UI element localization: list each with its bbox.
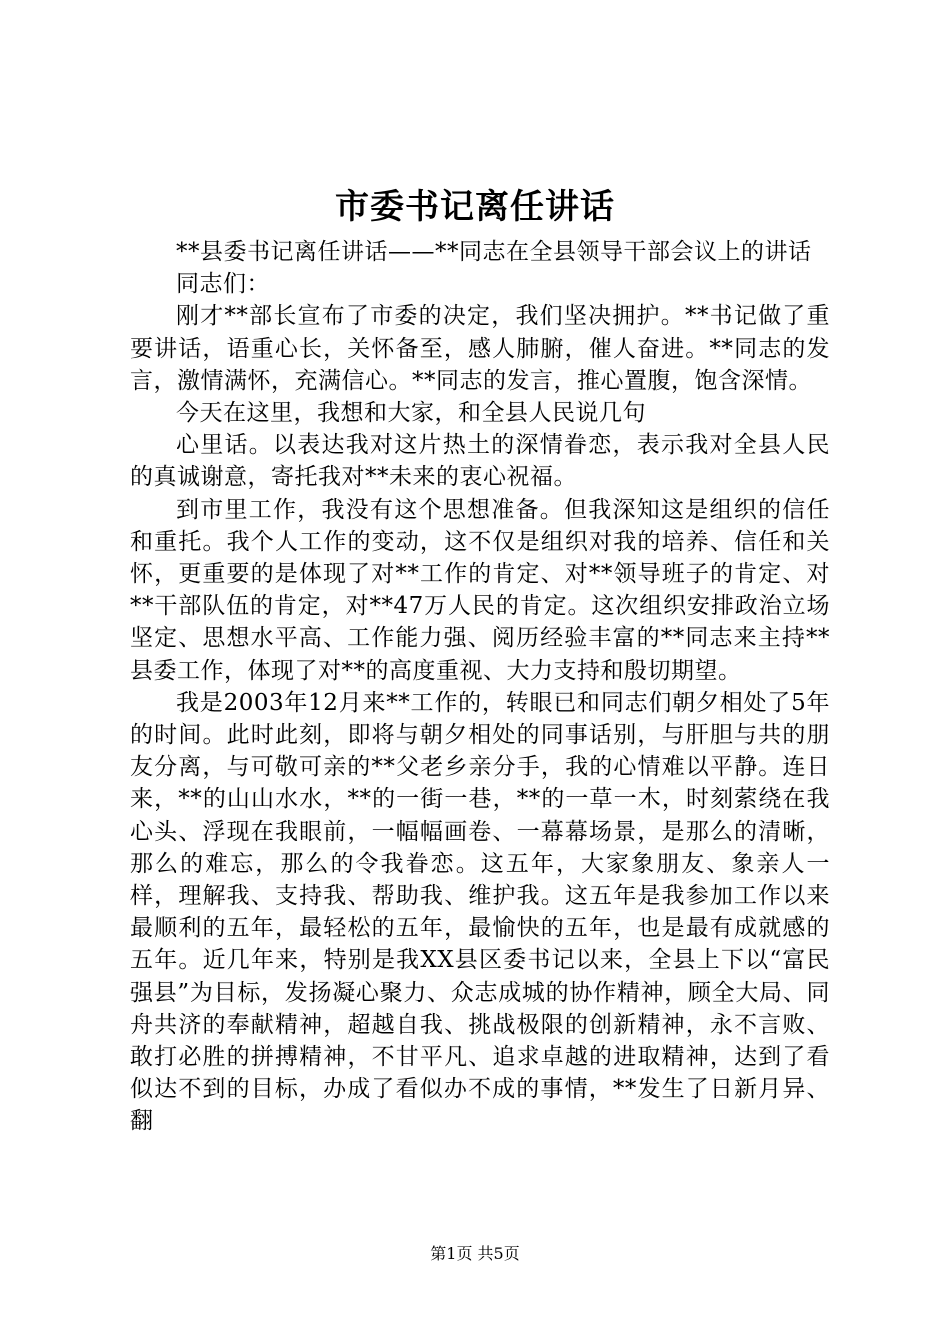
- document-body: [130, 236, 830, 1138]
- page-footer: 第1页 共5页: [430, 1244, 520, 1263]
- paragraph-2: 今天在这里，我想和大家，和全县人民说几句: [176, 400, 646, 427]
- paragraph-subtitle: **县委书记离任讲话——**同志在全县领导干部会议上的讲话: [176, 239, 812, 265]
- paragraph-1: 刚才**部长宣布了市委的决定，我们坚决拥护。**书记做了重要讲话，语重心长，关怀备至，感人肺腑，催人奋进。**同志的发言，激情满怀，充满信心。**同志的发言，推心置腹，饱含深情。: [130, 303, 830, 394]
- document-title: 市委书记离任讲话: [335, 187, 615, 227]
- paragraph-salutation: 同志们：: [176, 271, 270, 298]
- paragraph-4: 到市里工作，我没有这个思想准备。但我深知这是组织的信任和重托。我个人工作的变动，这不仅是组织对我的培养、信任和关怀，更重要的是体现了对**工作的肯定、对**领导班子的肯定、对**干部队伍的肯定，对**47万人民的肯定。这次组织安排政治立场坚定、思想水平高、工作能力强、阅历经验丰富的**同志来主持**县委工作，体现了对**的高度重视、大力支持和殷切期望。: [130, 496, 830, 684]
- paragraph-5: 我是2003年12月来**工作的，转眼已和同志们朝夕相处了5年的时间。此时此刻，即将与朝夕相处的同事话别，与肝胆与共的朋友分离，与可敬可亲的**父老乡亲分手，我的心情难以平静。连日来，**的山山水水，**的一街一巷，**的一草一木，时刻萦绕在我心头、浮现在我眼前，一幅幅画卷、一幕幕场景，是那么的清晰，那么的难忘，那么的令我眷恋。这五年，大家象朋友、象亲人一样，理解我、支持我、帮助我、维护我。这五年是我参加工作以来最顺利的五年，最轻松的五年，最愉快的五年，也是最有成就感的五年。近几年来，特别是我XX县区委书记以来，全县上下以“富民强县”为目标，发扬凝心聚力、众志成城的协作精神，顾全大局、同舟共济的奉献精神，超越自我、挑战极限的创新精神，永不言败、敢打必胜的拼搏精神，不甘平凡、追求卓越的进取精神，达到了看似达不到的目标，办成了看似办不成的事情，**发生了日新月异、翻: [130, 689, 830, 1135]
- paragraph-3: 心里话。以表达我对这片热土的深情眷恋，表示我对全县人民的真诚谢意，寄托我对**未来的衷心祝福。: [130, 432, 830, 491]
